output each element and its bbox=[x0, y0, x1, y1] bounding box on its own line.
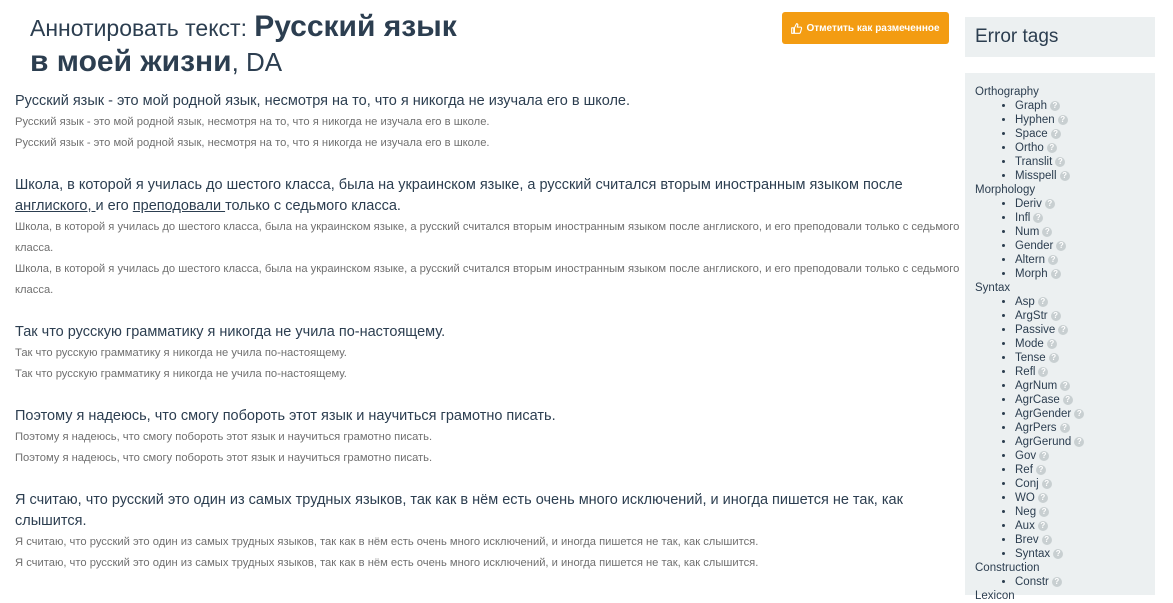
error-tag-item bbox=[1015, 393, 1155, 407]
help-icon[interactable]: ? bbox=[1050, 101, 1060, 111]
error-tag-item bbox=[1015, 407, 1155, 421]
paragraph bbox=[15, 322, 960, 385]
error-tag-item bbox=[1015, 337, 1155, 351]
error-tag-item bbox=[1015, 379, 1155, 393]
error-tag-item bbox=[1015, 211, 1155, 225]
error-tag-group bbox=[975, 295, 1155, 561]
error-tag[interactable]: AgrGender bbox=[1015, 408, 1072, 420]
error-tags-heading: Error tags bbox=[965, 17, 1155, 57]
help-icon[interactable]: ? bbox=[1039, 507, 1049, 517]
error-tag[interactable]: Syntax bbox=[1015, 548, 1051, 560]
error-tag[interactable]: Gender bbox=[1015, 240, 1054, 252]
error-tag-item bbox=[1015, 169, 1155, 183]
help-icon[interactable]: ? bbox=[1052, 577, 1062, 587]
help-icon[interactable]: ? bbox=[1063, 395, 1073, 405]
original-sentence[interactable]: Я считаю, что русский это один из самых трудных языков, так как в нём есть очень много исключений, и иногда пишется не так, как слышится. bbox=[15, 492, 903, 529]
help-icon[interactable]: ? bbox=[1074, 437, 1084, 447]
help-icon[interactable]: ? bbox=[1058, 115, 1068, 125]
error-tag[interactable]: AgrGerund bbox=[1015, 436, 1072, 448]
help-icon[interactable]: ? bbox=[1060, 423, 1070, 433]
error-tag[interactable]: Ref bbox=[1015, 464, 1033, 476]
error-tag-item bbox=[1015, 197, 1155, 211]
error-tag-group bbox=[975, 99, 1155, 183]
original-sentence[interactable]: Поэтому я надеюсь, что смогу побороть этот язык и научиться грамотно писать. bbox=[15, 408, 556, 424]
help-icon[interactable]: ? bbox=[1033, 213, 1043, 223]
paragraph bbox=[15, 490, 960, 574]
original-sentence[interactable] bbox=[15, 175, 960, 217]
help-icon[interactable]: ? bbox=[1051, 269, 1061, 279]
page-title bbox=[30, 10, 500, 79]
error-tag[interactable]: Neg bbox=[1015, 506, 1037, 518]
error-tag[interactable]: Deriv bbox=[1015, 198, 1042, 210]
help-icon[interactable]: ? bbox=[1038, 521, 1048, 531]
error-tag-list bbox=[965, 73, 1155, 602]
error-tag[interactable]: Num bbox=[1015, 226, 1040, 238]
help-icon[interactable]: ? bbox=[1055, 157, 1065, 167]
sentence-fragment: и его bbox=[95, 198, 133, 214]
annotation-line: Так что русскую грамматику я никогда не учила по-настоящему. bbox=[15, 368, 347, 380]
sentence-fragment: Школа, в которой я училась до шестого класса, была на украинском языке, а русский считался вторым иностранным языком после bbox=[15, 177, 903, 193]
error-tag[interactable]: Asp bbox=[1015, 296, 1035, 308]
error-tag-item bbox=[1015, 225, 1155, 239]
page-title-text-name-1: Русский язык bbox=[254, 10, 457, 43]
error-tag[interactable]: AgrPers bbox=[1015, 422, 1057, 434]
annotation-line: Русский язык - это мой родной язык, несмотря на то, что я никогда не изучала его в школе. bbox=[15, 137, 490, 149]
error-tag-item bbox=[1015, 239, 1155, 253]
error-category: Lexicon bbox=[975, 590, 1015, 602]
original-sentence[interactable]: Так что русскую грамматику я никогда не учила по-настоящему. bbox=[15, 324, 446, 340]
error-tag[interactable]: Translit bbox=[1015, 156, 1053, 168]
error-tag-item bbox=[1015, 519, 1155, 533]
error-tag[interactable]: Morph bbox=[1015, 268, 1048, 280]
help-icon[interactable]: ? bbox=[1047, 143, 1057, 153]
help-icon[interactable]: ? bbox=[1042, 535, 1052, 545]
page-title-text-name-2: в моей жизни bbox=[30, 45, 232, 78]
sentence-fragment: только с седьмого класса. bbox=[225, 198, 401, 214]
error-tag-item bbox=[1015, 547, 1155, 561]
error-tag-item bbox=[1015, 477, 1155, 491]
help-icon[interactable]: ? bbox=[1038, 297, 1048, 307]
help-icon[interactable]: ? bbox=[1045, 199, 1055, 209]
error-tag[interactable]: ArgStr bbox=[1015, 310, 1048, 322]
error-tag[interactable]: Aux bbox=[1015, 520, 1035, 532]
error-category: Morphology bbox=[975, 184, 1036, 196]
paragraph bbox=[15, 175, 960, 301]
mark-as-annotated-button[interactable] bbox=[782, 12, 949, 44]
error-tag-item bbox=[1015, 141, 1155, 155]
paragraph bbox=[15, 91, 960, 154]
page-title-author: , DA bbox=[231, 47, 283, 77]
help-icon[interactable]: ? bbox=[1038, 493, 1048, 503]
annotation-line: Я считаю, что русский это один из самых трудных языков, так как в нём есть очень много исключений, и иногда пишется не так, как слышится. bbox=[15, 536, 759, 548]
error-category: Construction bbox=[975, 562, 1040, 574]
error-tag-item bbox=[1015, 533, 1155, 547]
error-tag[interactable]: Misspell bbox=[1015, 170, 1057, 182]
help-icon[interactable]: ? bbox=[1039, 451, 1049, 461]
error-tag-item bbox=[1015, 463, 1155, 477]
marked-error-word[interactable]: преподовали bbox=[132, 198, 226, 214]
annotation-line: Русский язык - это мой родной язык, несмотря на то, что я никогда не изучала его в школе. bbox=[15, 116, 490, 128]
error-tag[interactable]: Refl bbox=[1015, 366, 1036, 378]
error-tag-item bbox=[1015, 323, 1155, 337]
annotation-text bbox=[15, 91, 960, 595]
error-tag-item bbox=[1015, 267, 1155, 281]
annotation-line: Поэтому я надеюсь, что смогу побороть этот язык и научиться грамотно писать. bbox=[15, 452, 433, 464]
error-tag-item bbox=[1015, 253, 1155, 267]
error-tag-item bbox=[1015, 113, 1155, 127]
error-category: Syntax bbox=[975, 282, 1011, 294]
error-tag[interactable]: AgrCase bbox=[1015, 394, 1060, 406]
mark-as-annotated-label: Отметить как размеченное bbox=[806, 22, 940, 34]
help-icon[interactable]: ? bbox=[1074, 409, 1084, 419]
help-icon[interactable]: ? bbox=[1042, 227, 1052, 237]
help-icon[interactable]: ? bbox=[1049, 353, 1059, 363]
error-tag-item bbox=[1015, 127, 1155, 141]
error-tag[interactable]: Passive bbox=[1015, 324, 1056, 336]
annotation-line: Поэтому я надеюсь, что смогу побороть этот язык и научиться грамотно писать. bbox=[15, 431, 433, 443]
help-icon[interactable]: ? bbox=[1060, 381, 1070, 391]
error-tag-group bbox=[975, 575, 1155, 589]
error-tag[interactable]: Tense bbox=[1015, 352, 1046, 364]
error-tag[interactable]: Infl bbox=[1015, 212, 1031, 224]
annotation-line: Я считаю, что русский это один из самых трудных языков, так как в нём есть очень много исключений, и иногда пишется не так, как слышится. bbox=[15, 557, 759, 569]
error-tag[interactable]: Conj bbox=[1015, 478, 1039, 490]
help-icon[interactable]: ? bbox=[1048, 255, 1058, 265]
error-tag-item bbox=[1015, 491, 1155, 505]
error-tag[interactable]: Space bbox=[1015, 128, 1048, 140]
error-tag[interactable]: Brev bbox=[1015, 534, 1039, 546]
page-title-prefix: Аннотировать текст: bbox=[30, 15, 247, 41]
error-tag-item bbox=[1015, 351, 1155, 365]
help-icon[interactable]: ? bbox=[1060, 171, 1070, 181]
error-category: Orthography bbox=[975, 86, 1039, 98]
error-tag-item bbox=[1015, 449, 1155, 463]
annotation-line: Школа, в которой я училась до шестого класса, была на украинском языке, а русский считался вторым иностранным языком после англиского, и его преподовали только с седьмого класса. bbox=[15, 221, 960, 254]
help-icon[interactable]: ? bbox=[1047, 339, 1057, 349]
error-tag-item bbox=[1015, 155, 1155, 169]
error-tag[interactable]: Altern bbox=[1015, 254, 1046, 266]
help-icon[interactable]: ? bbox=[1051, 311, 1061, 321]
error-tag[interactable]: Ortho bbox=[1015, 142, 1044, 154]
error-tag-item bbox=[1015, 365, 1155, 379]
help-icon[interactable]: ? bbox=[1036, 465, 1046, 475]
thumbs-up-icon bbox=[791, 23, 802, 34]
error-tag-item bbox=[1015, 309, 1155, 323]
paragraph bbox=[15, 406, 960, 469]
help-icon[interactable]: ? bbox=[1053, 549, 1063, 559]
error-tag-item bbox=[1015, 295, 1155, 309]
error-tag-item bbox=[1015, 421, 1155, 435]
error-tag-item bbox=[1015, 99, 1155, 113]
error-tag-item bbox=[1015, 435, 1155, 449]
original-sentence[interactable]: Русский язык - это мой родной язык, несмотря на то, что я никогда не изучала его в школе. bbox=[15, 93, 631, 109]
help-icon[interactable]: ? bbox=[1042, 479, 1052, 489]
help-icon[interactable]: ? bbox=[1056, 241, 1066, 251]
error-tag-item bbox=[1015, 505, 1155, 519]
annotation-line: Так что русскую грамматику я никогда не учила по-настоящему. bbox=[15, 347, 347, 359]
error-tag[interactable]: Hyphen bbox=[1015, 114, 1055, 126]
error-tag[interactable]: Constr bbox=[1015, 576, 1049, 588]
marked-error-word[interactable]: англиского, bbox=[15, 198, 96, 214]
annotation-line: Школа, в которой я училась до шестого класса, была на украинском языке, а русский считался вторым иностранным языком после англиского, и его преподовали только с седьмого класса. bbox=[15, 263, 960, 296]
error-tag[interactable]: Graph bbox=[1015, 100, 1047, 112]
error-tag-item bbox=[1015, 575, 1155, 589]
error-tag[interactable]: Mode bbox=[1015, 338, 1044, 350]
error-tag[interactable]: Gov bbox=[1015, 450, 1037, 462]
help-icon[interactable]: ? bbox=[1038, 367, 1048, 377]
help-icon[interactable]: ? bbox=[1051, 129, 1061, 139]
error-tag[interactable]: AgrNum bbox=[1015, 380, 1058, 392]
help-icon[interactable]: ? bbox=[1058, 325, 1068, 335]
error-tag[interactable]: WO bbox=[1015, 492, 1035, 504]
error-tag-group bbox=[975, 197, 1155, 281]
